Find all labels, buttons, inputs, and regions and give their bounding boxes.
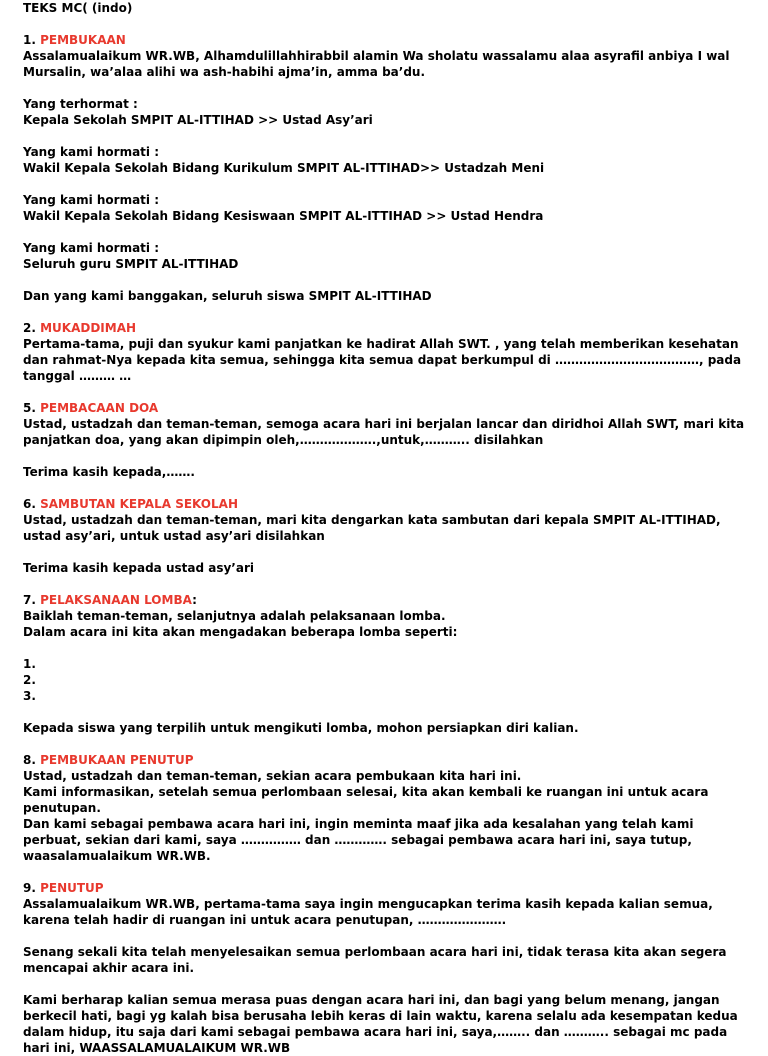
honorific-3-label: Yang kami hormati :: [23, 193, 160, 207]
section-5-paragraph: Ustad, ustadzah dan teman-teman, semoga acara hari ini berjalan lancar dan diridhoi Allah SWT, mari kita panjatkan doa, yang akan dipimpin oleh,……………….,untuk,……….. disilahkan: [23, 417, 745, 447]
section-7-colon: :: [192, 593, 197, 607]
section-5-title: PEMBACAAN DOA: [40, 401, 159, 415]
section-2-heading: [23, 320, 748, 336]
section-2-number: 2.: [23, 321, 41, 335]
section-7-closing: Kepada siswa yang terpilih untuk mengikuti lomba, mohon persiapkan diri kalian.: [23, 721, 579, 735]
section-9-paragraph-3: Kami berharap kalian semua merasa puas dengan acara hari ini, dan bagi yang belum menang, jangan berkecil hati, bagi yg kalah bisa berusaha lebih keras di lain waktu, karena selalu ada kesempatan kedua dalam hidup, itu saja dari kami sebagai pembawa acara hari ini, saya,…….. dan ……….. sebagai mc pada hari ini, WAASSALAMUALAIKUM WR.WB: [23, 993, 738, 1055]
section-1-closing: Dan yang kami banggakan, seluruh siswa SMPIT AL-ITTIHAD: [23, 289, 432, 303]
section-1-heading: [23, 32, 748, 48]
section-6-thanks: Terima kasih kepada ustad asy’ari: [23, 561, 254, 575]
section-6-number: 6.: [23, 497, 41, 511]
section-9-paragraph-2: Senang sekali kita telah menyelesaikan semua perlombaan acara hari ini, tidak terasa kita akan segera mencapai akhir acara ini.: [23, 945, 727, 975]
section-2-title: MUKADDIMAH: [40, 321, 137, 335]
section-1-opening: Assalamualaikum WR.WB, Alhamdulillahhirabbil alamin Wa sholatu wassalamu alaa asyrafil anbiya I wal Mursalin, wa’alaa alihi wa ash-habihi ajma’in, amma ba’du.: [23, 49, 730, 79]
section-9-number: 9.: [23, 881, 41, 895]
section-6-heading: [23, 496, 748, 512]
section-8-number: 8.: [23, 753, 41, 767]
honorific-2-value: Wakil Kepala Sekolah Bidang Kurikulum SMPIT AL-ITTIHAD>> Ustadzah Meni: [23, 161, 545, 175]
honorific-3-value: Wakil Kepala Sekolah Bidang Kesiswaan SMPIT AL-ITTIHAD >> Ustad Hendra: [23, 209, 544, 223]
section-6-paragraph: Ustad, ustadzah dan teman-teman, mari kita dengarkan kata sambutan dari kepala SMPIT AL-ITTIHAD, ustad asy’ari, untuk ustad asy’ari disilahkan: [23, 513, 721, 543]
section-7-number: 7.: [23, 593, 41, 607]
section-8-line-2: Kami informasikan, setelah semua perlombaan selesai, kita akan kembali ke ruangan ini untuk acara penutupan.: [23, 785, 709, 815]
section-8-line-1: Ustad, ustadzah dan teman-teman, sekian acara pembukaan kita hari ini.: [23, 769, 522, 783]
section-1-title: PEMBUKAAN: [40, 33, 126, 47]
section-9-paragraph-1: Assalamualaikum WR.WB, pertama-tama saya ingin mengucapkan terima kasih kepada kalian semua, karena telah hadir di ruangan ini untuk acara penutupan, ………………….: [23, 897, 713, 927]
section-2-paragraph: Pertama-tama, puji dan syukur kami panjatkan ke hadirat Allah SWT. , yang telah memberikan kesehatan dan rahmat-Nya kepada kita semua, sehingga kita semua dapat berkumpul di ………………………………, pada tanggal ……… …: [23, 337, 742, 383]
section-5-thanks: Terima kasih kepada,…….: [23, 465, 195, 479]
list-item: 1.: [23, 657, 36, 671]
honorific-1-label: Yang terhormat :: [23, 97, 138, 111]
section-5-number: 5.: [23, 401, 41, 415]
list-item: 2.: [23, 673, 36, 687]
section-7-title: PELAKSANAAN LOMBA: [40, 593, 193, 607]
section-7-heading: [23, 592, 748, 608]
section-8-line-3: Dan kami sebagai pembawa acara hari ini, ingin meminta maaf jika ada kesalahan yang telah kami perbuat, sekian dari kami, saya …………… dan …………. sebagai pembawa acara hari ini, saya tutup, waasalamualaikum WR.WB.: [23, 817, 694, 863]
section-7-line-2: Dalam acara ini kita akan mengadakan beberapa lomba seperti:: [23, 625, 458, 639]
honorific-4-value: Seluruh guru SMPIT AL-ITTIHAD: [23, 257, 239, 271]
honorific-2-label: Yang kami hormati :: [23, 145, 160, 159]
section-6-title: SAMBUTAN KEPALA SEKOLAH: [40, 497, 238, 511]
honorific-1-value: Kepala Sekolah SMPIT AL-ITTIHAD >> Ustad Asy’ari: [23, 113, 373, 127]
section-7-line-1: Baiklah teman-teman, selanjutnya adalah pelaksanaan lomba.: [23, 609, 446, 623]
section-8-title: PEMBUKAAN PENUTUP: [40, 753, 194, 767]
section-9-heading: [23, 880, 748, 896]
doc-title: TEKS MC( (indo): [23, 1, 133, 15]
section-5-heading: [23, 400, 748, 416]
section-1-number: 1.: [23, 33, 41, 47]
honorific-4-label: Yang kami hormati :: [23, 241, 160, 255]
section-8-heading: [23, 752, 748, 768]
competition-list: [23, 656, 748, 704]
list-item: 3.: [23, 689, 36, 703]
section-9-title: PENUTUP: [40, 881, 104, 895]
